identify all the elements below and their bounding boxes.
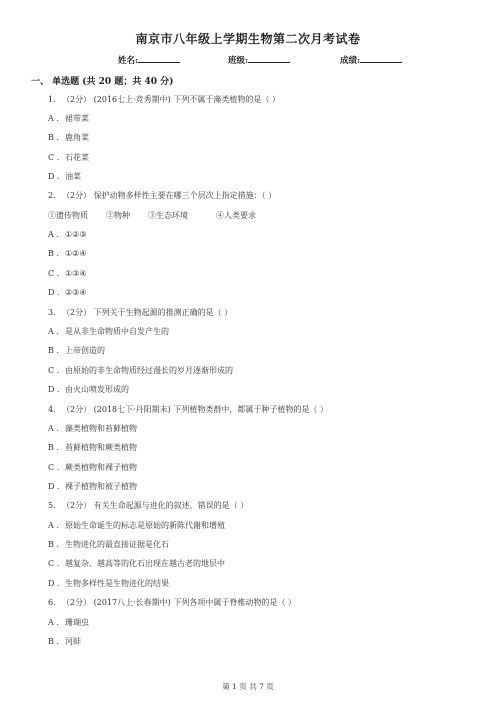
option — [48, 230, 87, 240]
option — [48, 346, 105, 356]
option — [48, 618, 89, 628]
option — [48, 385, 129, 395]
option-text: 蕨类植物和裸子植物 — [65, 463, 137, 472]
option-text: 生物多样性是生物进化的结果 — [65, 579, 169, 588]
option — [48, 269, 87, 279]
statement-list — [48, 211, 274, 221]
question-stem — [48, 191, 276, 201]
option-text: 由原始的非生命物质经过漫长的岁月逐渐形成的 — [65, 366, 233, 375]
question-stem — [48, 308, 232, 318]
question-stem — [48, 405, 328, 415]
question-text: （2分） (2017八上·长春期中) 下列各项中属于脊椎动物的是（ ） — [62, 598, 296, 607]
option — [48, 637, 81, 647]
option — [48, 540, 169, 550]
option-letter: B . — [48, 540, 59, 549]
option — [48, 366, 233, 376]
question-text: （2分） 下列关于生物起源的推测正确的是（ ） — [62, 308, 233, 317]
option-text: 藻类植物和苔藓植物 — [65, 424, 137, 433]
question-number: 2. — [48, 191, 56, 200]
question-number: 4. — [48, 405, 56, 414]
option-text: 越复杂、越高等的化石出现在越古老的地层中 — [65, 559, 225, 568]
option-letter: C . — [48, 366, 60, 375]
option — [48, 579, 169, 589]
name-blank[interactable] — [138, 53, 180, 63]
class-label: 班级: — [228, 56, 249, 66]
page-footer: 第 1 页 共 7 页 — [222, 682, 274, 691]
question-stem — [48, 598, 296, 608]
option-text: 裙带菜 — [65, 114, 89, 123]
option — [48, 463, 137, 473]
option-letter: B . — [48, 637, 59, 646]
option-letter: C . — [48, 463, 60, 472]
option-text: 苔藓植物和蕨类植物 — [65, 443, 137, 452]
question-stem — [48, 501, 248, 511]
option-text: ①③④ — [65, 269, 87, 278]
question-number: 1. — [48, 95, 56, 104]
statement-item: ③生态环境 — [148, 211, 188, 220]
question-text: （2分） 保护动物多样性主要在哪三个层次上指定措施：（ ） — [62, 191, 277, 200]
option — [48, 249, 87, 259]
score-label: 成绩: — [340, 56, 361, 66]
option-text: 裸子植物和被子植物 — [65, 482, 137, 491]
score-field — [340, 53, 402, 66]
option-letter: A . — [48, 424, 59, 433]
option-letter: A . — [48, 618, 59, 627]
option-text: ①②③ — [65, 230, 87, 239]
statement-item: ②物种 — [106, 211, 130, 220]
option-text: 河蚌 — [65, 637, 81, 646]
option-letter: A . — [48, 114, 59, 123]
option — [48, 559, 225, 569]
option-text: ①②④ — [65, 249, 87, 258]
statement-item: ④人类要求 — [216, 211, 256, 220]
option — [48, 482, 137, 492]
statement-item: ①遗传物质 — [48, 211, 88, 220]
option — [48, 153, 89, 163]
option — [48, 172, 81, 182]
option-text: 生物进化的最直接证据是化石 — [65, 540, 169, 549]
option-text: ②③④ — [65, 288, 87, 297]
option-letter: C . — [48, 559, 60, 568]
option-text: 鹿角菜 — [65, 133, 89, 142]
option-letter: B . — [48, 346, 59, 355]
question-number: 3. — [48, 308, 56, 317]
student-info-row — [0, 53, 496, 67]
option-letter: A . — [48, 521, 59, 530]
option-letter: B . — [48, 133, 59, 142]
option — [48, 114, 89, 124]
option-letter: C . — [48, 269, 60, 278]
question-number: 6. — [48, 598, 56, 607]
option-text: 上帝创造的 — [65, 346, 105, 355]
class-blank[interactable] — [248, 53, 290, 63]
question-number: 5. — [48, 501, 56, 510]
option — [48, 288, 87, 298]
option-text: 原始生命诞生的标志是原始的新陈代谢和增殖 — [65, 521, 225, 530]
question-text: （2分） (2018七下·丹阳期末) 下列植物类群中，都属于种子植物的是（ ） — [62, 405, 328, 414]
page-title: 南京市八年级上学期生物第二次月考试卷 — [135, 32, 361, 46]
option — [48, 327, 169, 337]
option — [48, 443, 137, 453]
option-letter: D . — [48, 579, 60, 588]
option-letter: B . — [48, 249, 59, 258]
name-label: 姓名: — [118, 56, 139, 66]
option-letter: B . — [48, 443, 59, 452]
option-letter: D . — [48, 482, 60, 491]
option — [48, 424, 137, 434]
question-stem — [48, 95, 280, 105]
option-text: 油菜 — [65, 172, 81, 181]
option-text: 石花菜 — [65, 153, 89, 162]
option-text: 是从非生命物质中自发产生的 — [65, 327, 169, 336]
option-letter: D . — [48, 172, 60, 181]
option — [48, 133, 89, 143]
section-heading: 一、 单选题 (共 20 题；共 40 分) — [31, 77, 174, 87]
score-blank[interactable] — [360, 53, 402, 63]
option-letter: A . — [48, 230, 59, 239]
option — [48, 521, 225, 531]
option-letter: A . — [48, 327, 59, 336]
option-text: 由火山喷发形成的 — [65, 385, 129, 394]
class-field — [228, 53, 290, 66]
option-text: 珊瑚虫 — [65, 618, 89, 627]
question-text: （2分） 有关生命起源与进化的叙述，错误的是（ ） — [62, 501, 249, 510]
question-text: （2分） (2016七上·竞秀期中) 下列不属于藻类植物的是（ ） — [62, 95, 280, 104]
option-letter: C . — [48, 153, 60, 162]
option-letter: D . — [48, 288, 60, 297]
option-letter: D . — [48, 385, 60, 394]
name-field — [118, 53, 180, 66]
